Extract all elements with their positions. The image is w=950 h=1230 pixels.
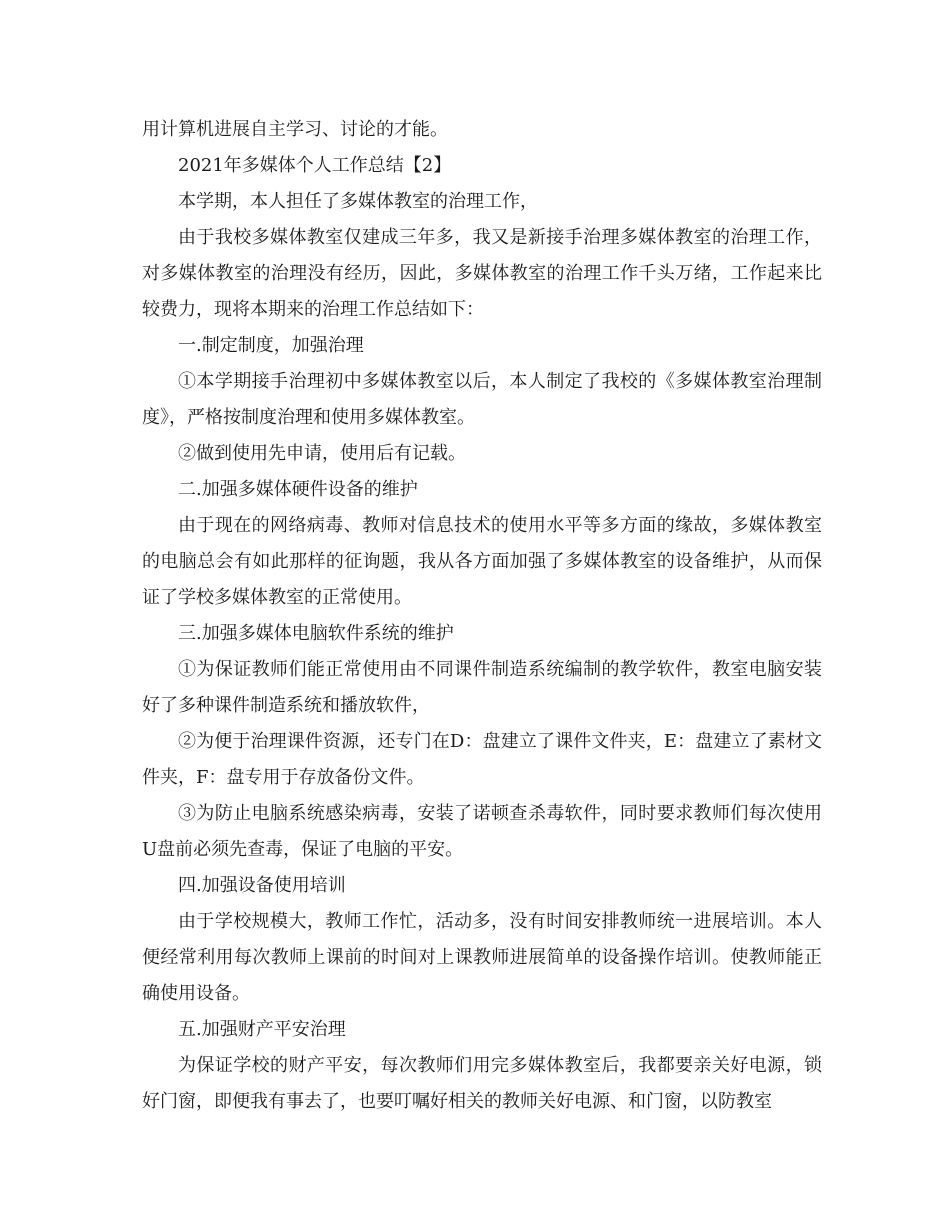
paragraph: 由于我校多媒体教室仅建成三年多，我又是新接手治理多媒体教室的治理工作，对多媒体教室的治理没有经历，因此，多媒体教室的治理工作千头万绪，工作起来比较费力，现将本期来的治理工作总结如下： xyxy=(142,227,822,320)
section-heading-title: 2021年多媒体个人工作总结【2】 xyxy=(178,155,452,176)
document-body xyxy=(142,112,822,1120)
section-heading: 二.加强多媒体硬件设备的维护 xyxy=(178,479,418,500)
paragraph: 为保证学校的财产平安，每次教师们用完多媒体教室后，我都要亲关好电源，锁好门窗，即便我有事去了，也要叮嘱好相关的教师关好电源、和门窗，以防教室 xyxy=(142,1055,822,1112)
paragraph: ③为防止电脑系统感染病毒，安装了诺顿查杀毒软件，同时要求教师们每次使用U盘前必须先查毒，保证了电脑的平安。 xyxy=(142,803,822,860)
paragraph-continuation: 用计算机进展自主学习、讨论的才能。 xyxy=(142,119,448,140)
section-heading: 三.加强多媒体电脑软件系统的维护 xyxy=(178,623,454,644)
paragraph: 由于现在的网络病毒、教师对信息技术的使用水平等多方面的缘故，多媒体教室的电脑总会有如此那样的征询题，我从各方面加强了多媒体教室的设备维护，从而保证了学校多媒体教室的正常使用。 xyxy=(142,515,822,608)
paragraph: 本学期，本人担任了多媒体教室的治理工作， xyxy=(178,191,538,212)
paragraph: ②为便于治理课件资源，还专门在D：盘建立了课件文件夹，E：盘建立了素材文件夹，F：盘专用于存放备份文件。 xyxy=(142,731,822,788)
paragraph: ①本学期接手治理初中多媒体教室以后，本人制定了我校的《多媒体教室治理制度》，严格按制度治理和使用多媒体教室。 xyxy=(142,371,822,428)
section-heading: 五.加强财产平安治理 xyxy=(178,1019,346,1040)
section-heading: 一.制定制度，加强治理 xyxy=(178,335,364,356)
paragraph: 由于学校规模大，教师工作忙，活动多，没有时间安排教师统一进展培训。本人便经常利用每次教师上课前的时间对上课教师进展简单的设备操作培训。使教师能正确使用设备。 xyxy=(142,911,822,1004)
paragraph: ②做到使用先申请，使用后有记载。 xyxy=(178,443,466,464)
section-heading: 四.加强设备使用培训 xyxy=(178,875,346,896)
paragraph: ①为保证教师们能正常使用由不同课件制造系统编制的教学软件，教室电脑安装好了多种课件制造系统和播放软件， xyxy=(142,659,822,716)
